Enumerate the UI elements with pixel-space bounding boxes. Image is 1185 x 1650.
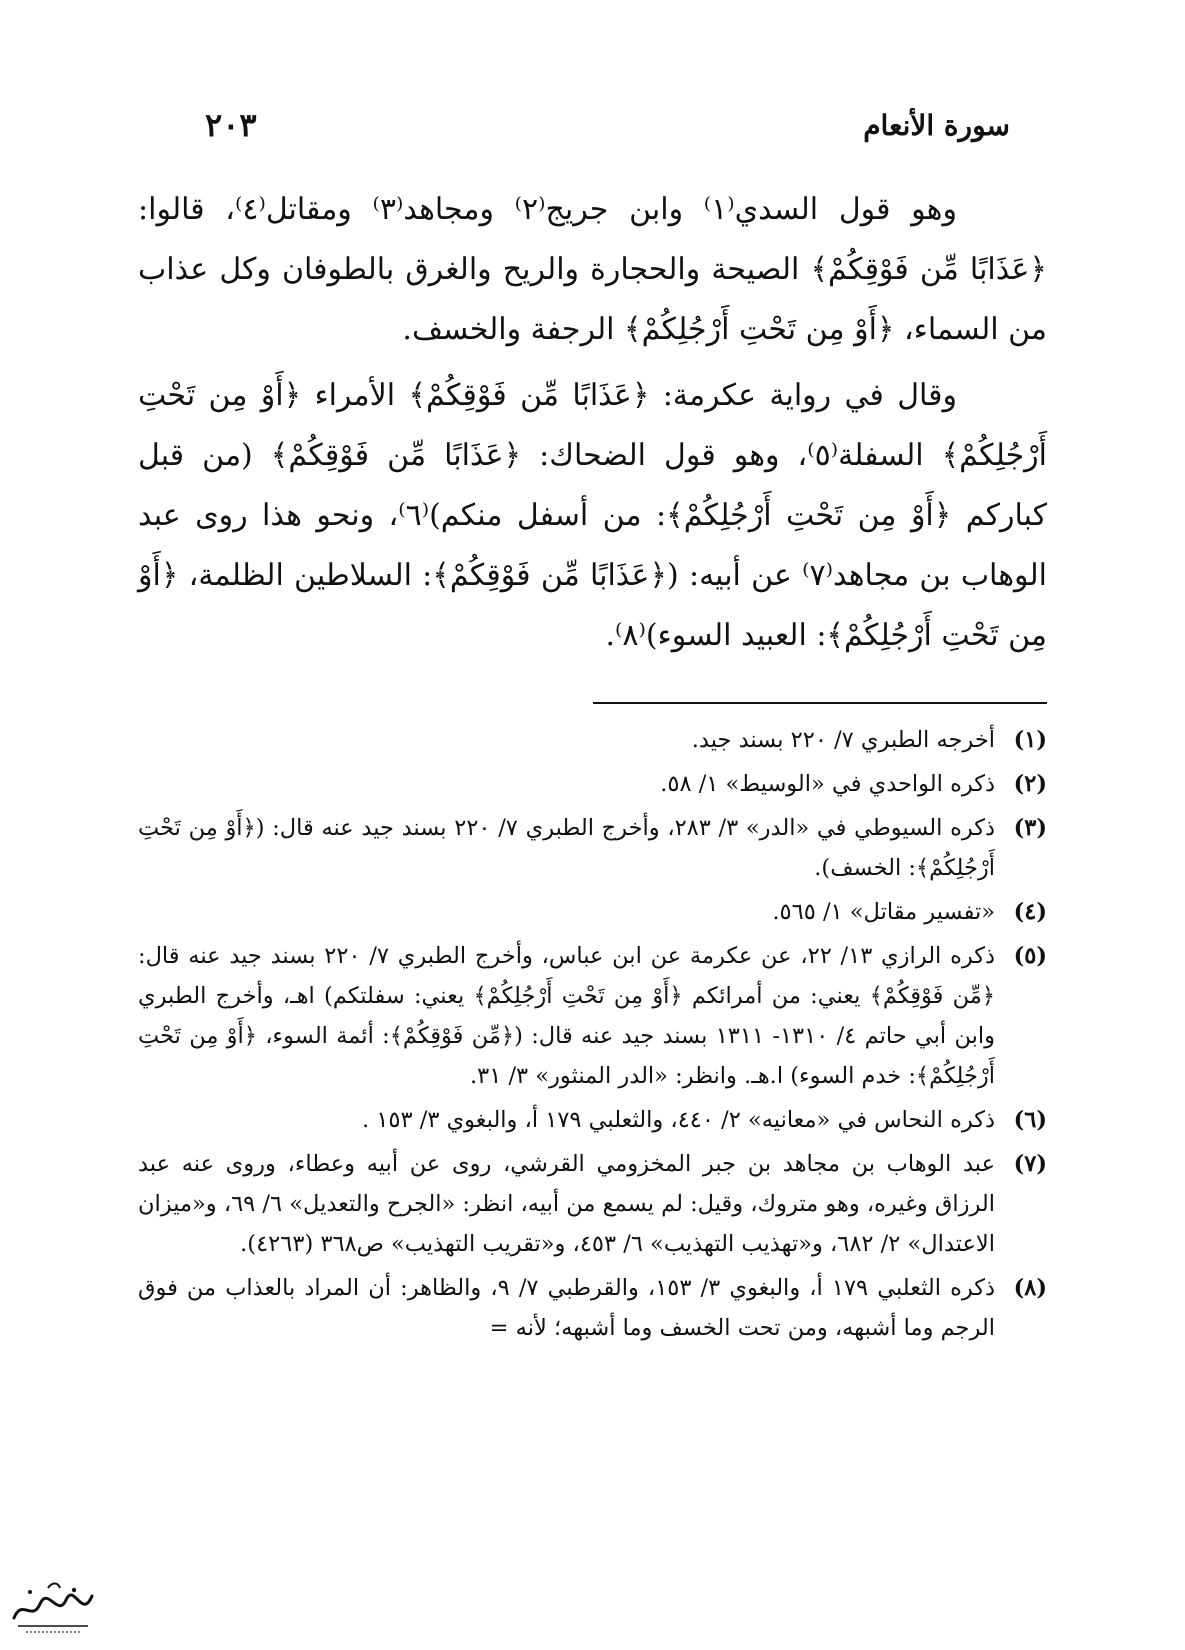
footnote-text: أخرجه الطبري ٧/ ٢٢٠ بسند جيد. bbox=[691, 727, 995, 753]
footnote-text: ذكره السيوطي في «الدر» ٣/ ٢٨٣، وأخرج الطبري ٧/ ٢٢٠ بسند جيد عنه قال: (﴿أَوْ مِن تَحْتِ أَرْجُلِكُمْ﴾: الخسف). bbox=[138, 815, 996, 881]
footnote-number: (٣) bbox=[1013, 815, 1047, 841]
footnotes bbox=[138, 720, 1047, 1352]
footnote-separator bbox=[593, 702, 1047, 704]
footnote-2 bbox=[138, 764, 1047, 804]
footnote-5 bbox=[138, 936, 1047, 1096]
main-text bbox=[138, 180, 1047, 666]
body-paragraph: وهو قول السدي⁽١⁾ وابن جريج⁽٢⁾ ومجاهد⁽٣⁾ ومقاتل⁽٤⁾، قالوا: ﴿عَذَابًا مِّن فَوْقِكُمْ﴾ الصيحة والحجارة والريح والغرق بالطوفان وكل عذاب من السماء، ﴿أَوْ مِن تَحْتِ أَرْجُلِكُمْ﴾ الرجفة والخسف. bbox=[138, 192, 1047, 347]
body-paragraph: وقال في رواية عكرمة: ﴿عَذَابًا مِّن فَوْقِكُمْ﴾ الأمراء ﴿أَوْ مِن تَحْتِ أَرْجُلِكُمْ﴾ السفلة⁽٥⁾، وهو قول الضحاك: ﴿عَذَابًا مِّن فَوْقِكُمْ﴾ (من قبل كباركم ﴿أَوْ مِن تَحْتِ أَرْجُلِكُمْ﴾: من أسفل منكم)⁽٦⁾، ونحو هذا روى عبد الوهاب بن مجاهد⁽٧⁾ عن أبيه: (﴿عَذَابًا مِّن فَوْقِكُمْ﴾: السلاطين الظلمة، ﴿أَوْ مِن تَحْتِ أَرْجُلِكُمْ﴾: العبيد السوء)⁽٨⁾. bbox=[138, 378, 1047, 653]
footnote-text: ذكره الرازي ١٣/ ٢٢، عن عكرمة عن ابن عباس، وأخرج الطبري ٧/ ٢٢٠ بسند جيد عنه قال: ﴿مِّن فَوْقِكُمْ﴾ يعني: من أمرائكم ﴿أَوْ مِن تَحْتِ أَرْجُلِكُمْ﴾ يعني: سفلتكم) اهـ، وأخرج الطبري وابن أبي حاتم ٤/ ١٣١٠- ١٣١١ بسند جيد عنه قال: (﴿مِّن فَوْقِكُمْ﴾: أئمة السوء، ﴿أَوْ مِن تَحْتِ أَرْجُلِكُمْ﴾: خدم السوء) ا.هـ. وانظر: «الدر المنثور» ٣/ ٣١. bbox=[138, 943, 995, 1089]
footnote-6 bbox=[138, 1100, 1047, 1140]
publisher-logo bbox=[8, 1578, 98, 1636]
footnote-4 bbox=[138, 892, 1047, 932]
footnote-text: ذكره الثعلبي ١٧٩ أ، والبغوي ٣/ ١٥٣، والقرطبي ٧/ ٩، والظاهر: أن المراد بالعذاب من فوق الرجم وما أشبهه، ومن تحت الخسف وما أشبهه؛ لأنه = bbox=[138, 1275, 996, 1341]
footnote-3 bbox=[138, 808, 1047, 888]
footnote-1 bbox=[138, 720, 1047, 760]
footnote-text: ذكره الواحدي في «الوسيط» ١/ ٥٨. bbox=[660, 771, 995, 797]
footnote-number: (٢) bbox=[1013, 771, 1047, 797]
page-header bbox=[205, 100, 1010, 150]
page-number: ٢٠٣ bbox=[205, 106, 257, 144]
footnote-number: (٦) bbox=[1013, 1107, 1047, 1133]
footnote-number: (٨) bbox=[1013, 1275, 1047, 1301]
footnote-text: «تفسير مقاتل» ١/ ٥٦٥. bbox=[772, 899, 995, 925]
footnote-number: (٥) bbox=[1013, 943, 1047, 969]
surah-title: سورة الأنعام bbox=[863, 108, 1010, 142]
footnote-text: عبد الوهاب بن مجاهد بن جبر المخزومي القرشي، روى عن أبيه وعطاء، وروى عنه عبد الرزاق وغيره، وهو متروك، وقيل: لم يسمع من أبيه، انظر: «الجرح والتعديل» ٦/ ٦٩، و«ميزان الاعتدال» ٢/ ٦٨٢، و«تهذيب التهذيب» ٦/ ٤٥٣، و«تقريب التهذيب» ص٣٦٨ (٤٢٦٣). bbox=[138, 1151, 996, 1257]
footnote-number: (٧) bbox=[1013, 1151, 1047, 1177]
footnote-8 bbox=[138, 1268, 1047, 1348]
footnote-7 bbox=[138, 1144, 1047, 1264]
footnote-text: ذكره النحاس في «معانيه» ٢/ ٤٤٠، والثعلبي ١٧٩ أ، والبغوي ٣/ ١٥٣ . bbox=[362, 1107, 995, 1133]
footnote-number: (٤) bbox=[1013, 899, 1047, 925]
footnote-number: (١) bbox=[1013, 727, 1047, 753]
